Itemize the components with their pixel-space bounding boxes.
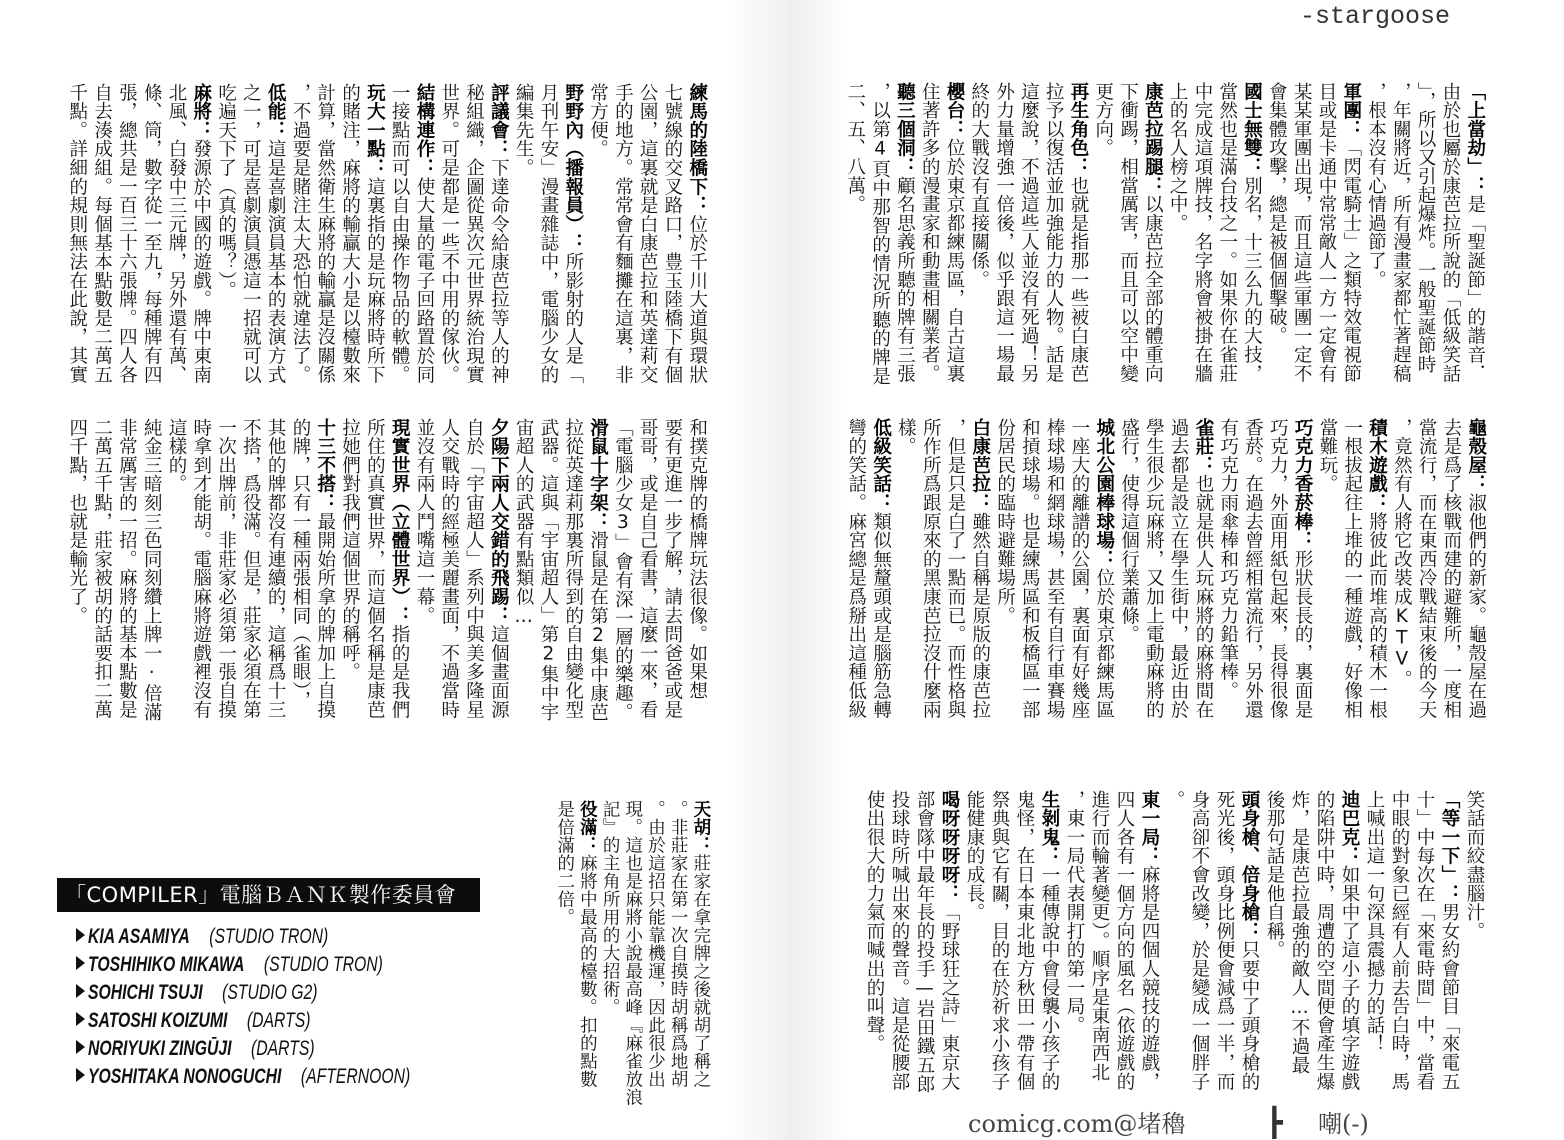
glossary-column: 當流行，而在東西冷戰結束後的今天: [1416, 418, 1438, 719]
glossary-term: 生剝鬼：: [1039, 790, 1060, 866]
glossary-term: 龜殼屋：: [1465, 418, 1487, 494]
glossary-column: 天胡：莊家在拿完牌之後就胡了稱之: [690, 800, 711, 1088]
glossary-column: 雀莊：也就是供人玩麻將的麻將間在: [1192, 418, 1214, 719]
glossary-column: 一次出牌前，非莊家必須第一張自摸: [215, 418, 237, 719]
footer-chapter-label: 嘲(-): [1318, 1110, 1369, 1138]
glossary-column: 現。這也是麻將小說最高峰『麻雀放浪: [622, 800, 643, 1106]
arrow-bullet-icon: [76, 1040, 85, 1054]
glossary-column: 拉從英達莉那裏所得到的自由變化型: [562, 418, 584, 719]
glossary-term: 聽三個洞：: [894, 82, 916, 176]
glossary-column: 上的名人榜之中。: [1167, 82, 1189, 233]
credits-list: [76, 923, 496, 1091]
glossary-term: 玩大一點：: [364, 83, 386, 177]
glossary-column: 彎的笑話。麻宮總是爲掰出這種低級: [845, 418, 867, 719]
glossary-term: 東一局：: [1139, 790, 1160, 866]
glossary-column: 非常厲害的一招。麻將的基本點數是: [116, 418, 138, 719]
glossary-column: 」，所以又引起爆炸。一般聖誕節時: [1415, 82, 1437, 374]
member-name: SATOSHI KOIZUMI: [88, 1009, 228, 1032]
glossary-column: ，竟然有人將它改裝成KTV。: [1391, 418, 1413, 689]
glossary-column: 練馬的陸橋下：位於千川大道與環狀: [686, 83, 708, 384]
glossary-term: 國士無雙：: [1241, 82, 1263, 176]
glossary-column: 現實世界（立體世界）：指的是我們: [389, 418, 411, 719]
glossary-column: 櫻台：位於東京都練馬區，自古這裏: [943, 82, 965, 383]
glossary-column: 拉她們對我們這個世界的稱呼。: [339, 418, 361, 682]
glossary-column: 之一，可是喜劇演員憑這一招就可以: [240, 83, 262, 384]
right-page-bottom-glossary: [862, 790, 1487, 1102]
glossary-column: 自於「宇宙超人」系列中與美多隆星: [463, 418, 485, 719]
glossary-column: 低能：這是喜劇演員基本的表演方式: [265, 83, 287, 384]
member-studio: (AFTERNOON): [300, 1065, 411, 1088]
footer-source-watermark: comicg.com@堵穭: [968, 1110, 1186, 1138]
glossary-column: 評議會：下達命令給康芭拉等人的神: [488, 83, 510, 384]
glossary-column: 玩大一點：這裏指的是玩麻將時所下: [364, 83, 386, 384]
glossary-term: 雀莊：: [1192, 418, 1214, 475]
glossary-term: 頭身槍、倍身槍：: [1239, 790, 1260, 941]
glossary-column: 拉予以復活並加強能力的人物。話是: [1043, 82, 1065, 383]
glossary-column: 份居民的臨時避難場所。: [994, 418, 1016, 625]
glossary-column: 積木遊戲：將彼此而堆高的積木一根: [1366, 418, 1388, 719]
glossary-column: 這麼說，不過這些人並沒有死過！另: [1018, 82, 1040, 383]
glossary-column: 所住的真實世界，而這個名稱是康芭: [364, 418, 386, 719]
glossary-column: 所作所爲跟原來的黑康芭拉沒什麼兩: [920, 418, 942, 719]
arrow-bullet-icon: [76, 1012, 85, 1026]
glossary-column: 進行而輪著變更）。順序是東南西北: [1089, 790, 1110, 1082]
glossary-column: 吃遍天下了（真的嗎？）。: [215, 83, 237, 300]
glossary-column: 四千點，也就是輸光了。: [66, 418, 88, 625]
glossary-column: 再生角色：也就是指那一些被白康芭: [1067, 82, 1089, 383]
glossary-column: 中完成這項牌技，名字將會被掛在牆: [1191, 82, 1213, 383]
glossary-column: 手的地方。常常會有麵攤在這裏，非: [612, 83, 634, 384]
glossary-column: 「上當劫」：是「聖誕節」的諧音．: [1464, 82, 1486, 383]
glossary-column: 要有更進一步了解，請去問爸爸或是: [661, 418, 683, 719]
glossary-column: 去是爲了核戰而建的避難所，一度相: [1440, 418, 1462, 719]
glossary-column: 的賭注，麻將的輸贏大小是以檯數來: [339, 83, 361, 384]
glossary-column: 一座大的離譜的公園，裏面有好幾座: [1068, 418, 1090, 719]
glossary-term: 積木遊戲：: [1366, 418, 1388, 512]
glossary-column: 自去湊成組。每個基本點數是二萬五: [91, 83, 113, 384]
glossary-column: 巧克力，外面用紙包起來，長得很像: [1267, 418, 1289, 719]
member-studio: (DARTS): [251, 1037, 315, 1060]
credit-member: [76, 923, 391, 951]
glossary-column: 滑鼠十字架：滑鼠是在第2集中康芭: [587, 418, 609, 722]
left-page-top-glossary: [64, 83, 709, 395]
glossary-column: 聽三個洞：顧名思義所聽的牌有三張: [894, 82, 916, 383]
glossary-column: 編集先生。: [513, 83, 535, 177]
glossary-term: 喝呀呀呀呀：: [939, 790, 960, 903]
glossary-column: 香菸。在過去曾經相當流行，另外還: [1242, 418, 1264, 719]
glossary-column: 使出很大的力氣而喊出的叫聲。: [864, 790, 885, 1054]
glossary-column: ，年關將近，所有漫畫家都忙著趕稿: [1390, 82, 1412, 383]
glossary-column: 張，總共是一百三十六張牌。四人各: [116, 83, 138, 384]
member-studio: (STUDIO TRON): [209, 925, 329, 948]
glossary-column: 目或是卡通中常常敵人一方一定會有: [1315, 82, 1337, 383]
credits-title-bar: 「COMPILER」電腦ＢＡＮＫ製作委員會: [57, 878, 480, 912]
glossary-column: ，但是只是白了一點而已。而性格與: [944, 418, 966, 719]
glossary-term: 櫻台：: [943, 82, 965, 139]
glossary-column: 十三不搭：最開始所拿的牌加上自摸: [314, 418, 336, 719]
glossary-column: 過去都是設立在學生街中，最近由於: [1168, 418, 1190, 719]
left-page-bottom-glossary: [553, 800, 712, 1110]
glossary-column: ，以第4頁中那智的情況所聽的牌是: [869, 82, 891, 386]
footer-page-mark: ┣: [1266, 1106, 1283, 1139]
glossary-column: 的陷阱中時，周遭的空間便會產生爆: [1314, 790, 1335, 1091]
glossary-term: 康芭拉踢腿：: [1142, 82, 1164, 195]
glossary-term: 白康芭拉：: [969, 418, 991, 512]
glossary-column: 武器。這與「宇宙超人」第2集中宇: [537, 418, 559, 722]
page-gutter-shadow: [725, 0, 845, 1140]
glossary-column: 哥哥，或是自己看書，這麼一來，看: [637, 418, 659, 719]
glossary-column: 計算，當然衛生麻將的輸贏是沒關係: [314, 83, 336, 384]
glossary-column: 中眼的對象已經有人前去告白時，馬: [1389, 790, 1410, 1091]
glossary-column: 記』的主角所用的大招術。: [600, 800, 621, 1016]
glossary-column: 一接點而可以自由操作物品的軟體。: [389, 83, 411, 384]
credit-member: [76, 1063, 411, 1091]
glossary-term: 野野內（播報員）：: [562, 83, 584, 253]
member-name: TOSHIHIKO MIKAWA: [88, 953, 245, 976]
glossary-column: 死光後，頭身比例便會減爲一半，而: [1214, 790, 1235, 1091]
glossary-column: 喝呀呀呀呀：「野球狂之詩」東京大: [939, 790, 960, 1091]
glossary-column: 和撲克牌的橋牌玩法很像。如果想: [686, 418, 708, 700]
glossary-column: 當難玩。: [1316, 418, 1338, 494]
glossary-column: 白康芭拉：雖然自稱是原版的康芭拉: [969, 418, 991, 719]
glossary-column: 時拿到才能胡。電腦麻將遊戲裡沒有: [190, 418, 212, 719]
glossary-column: 其他的牌都沒有連續的，這稱爲十三: [265, 418, 287, 719]
glossary-term: 現實世界（立體世界）：: [389, 418, 411, 625]
glossary-column: ，東一局代表開打的第一局。: [1064, 790, 1085, 1035]
glossary-column: 終的大戰沒有直接關係。: [968, 82, 990, 289]
glossary-column: 身高卻不會改變，於是變成一個胖子: [1189, 790, 1210, 1091]
glossary-term: 評議會：: [488, 83, 510, 159]
glossary-column: 軍團：「閃電騎士」之類特效電視節: [1340, 82, 1362, 383]
glossary-column: 野野內（播報員）：所影射的人是「: [562, 83, 584, 384]
glossary-column: ，不過要是賭注太大恐怕就違法了。: [289, 83, 311, 384]
glossary-column: 炸，是康芭拉最強的敵人…不過最: [1289, 790, 1310, 1075]
credit-member: [76, 1007, 391, 1035]
glossary-term: 軍團：: [1340, 82, 1362, 139]
glossary-term: 滑鼠十字架：: [587, 418, 609, 531]
glossary-column: 棒球場和網球場，甚至有自行車賽場: [1044, 418, 1066, 719]
glossary-column: 「等一下」：男女約會節目「來電五: [1439, 790, 1460, 1091]
glossary-column: 秘組織，企圖從異次元世界統治現實: [463, 83, 485, 384]
member-name: NORIYUKI ZINGŪJI: [88, 1037, 232, 1060]
glossary-column: 公園，這裏就是白康芭拉和英達莉交: [637, 83, 659, 384]
glossary-column: 能健康的成長。: [964, 790, 985, 922]
right-page-middle-glossary: [843, 418, 1488, 730]
glossary-column: 麻將：發源於中國的遊戲。牌中東南: [190, 83, 212, 384]
glossary-column: 世界。可是都是一些不中用的傢伙。: [438, 83, 460, 384]
glossary-term: 役滿：: [577, 800, 598, 854]
glossary-column: 二、五、八萬。: [844, 82, 866, 214]
arrow-bullet-icon: [76, 928, 85, 942]
glossary-column: 上喊出這一句深具震撼力的話！: [1364, 790, 1385, 1054]
left-page-middle-glossary: [64, 418, 709, 730]
glossary-column: 一根拔起往上堆的一種遊戲，好像相: [1341, 418, 1363, 719]
right-page-top-glossary: [842, 82, 1487, 394]
arrow-bullet-icon: [76, 984, 85, 998]
glossary-column: 十」中每次在「來電時間」中，當看: [1414, 790, 1435, 1091]
glossary-term: 結構連作：: [413, 83, 435, 177]
glossary-column: 北風、白發中三元牌，另外還有萬、: [165, 83, 187, 384]
glossary-column: 的牌，只有一種兩張相同（雀眼），: [289, 418, 311, 710]
glossary-column: 龜殼屋：淑他們的新家。龜殼屋在過: [1465, 418, 1487, 719]
glossary-column: 巧克力香菸棒：形狀長長的，裏面是: [1292, 418, 1314, 719]
glossary-column: 盛行，使得這個行業蕭條。: [1118, 418, 1140, 644]
glossary-column: 東一局：麻將是四個人競技的遊戲，: [1139, 790, 1160, 1091]
glossary-term: 十三不搭：: [314, 418, 336, 512]
credit-member: [76, 979, 391, 1007]
glossary-column: 月刊午安」漫畫雜誌中，電腦少女的: [537, 83, 559, 384]
glossary-column: 四人各有一個方向的風名（依遊戲的: [1114, 790, 1135, 1091]
glossary-column: 頭身槍、倍身槍：只要中了頭身槍的: [1239, 790, 1260, 1091]
glossary-column: 迪巴克：如果中了這小子的填字遊戲: [1339, 790, 1360, 1091]
glossary-column: 下衝踢，相當厲害，而且可以空中變: [1117, 82, 1139, 383]
arrow-bullet-icon: [76, 956, 85, 970]
glossary-column: 役滿：麻將中最高的檯數。扣的點數: [577, 800, 598, 1088]
member-name: YOSHITAKA NONOGUCHI: [88, 1065, 282, 1088]
glossary-column: 。: [1164, 790, 1185, 809]
glossary-column: 鬼怪，在日本東北地方秋田一帶有個: [1014, 790, 1035, 1091]
member-name: SOHICHI TSUJI: [88, 981, 203, 1004]
scanner-signature: -stargoose: [1300, 2, 1451, 31]
glossary-column: 生剝鬼：一種傳說中會侵襲小孩子的: [1039, 790, 1060, 1091]
glossary-term: 練馬的陸橋下：: [686, 83, 708, 215]
glossary-column: 國士無雙：別名，十三么九的大技，: [1241, 82, 1263, 383]
glossary-term: 「上當劫」：: [1464, 82, 1486, 195]
glossary-column: 條、筒，數字從一至九，每種牌有四: [141, 83, 163, 384]
glossary-column: 更方向。: [1092, 82, 1114, 158]
glossary-column: 會集體攻擊，總是被個個擊破。: [1266, 82, 1288, 346]
glossary-column: 外力量增強一倍後，似乎跟這一場最: [993, 82, 1015, 383]
glossary-column: 並沒有兩人鬥嘴這一幕。: [413, 418, 435, 625]
glossary-term: 低級笑話：: [870, 418, 892, 512]
member-name: KIA ASAMIYA: [88, 925, 190, 948]
glossary-column: 住著許多的漫畫家和動畫相關業者。: [919, 82, 941, 383]
glossary-column: 。由於這招只能靠機運，因此很少出: [645, 800, 666, 1088]
member-studio: (STUDIO G2): [222, 981, 318, 1004]
glossary-column: 投球時所喊出來的聲音。這是從腰部: [889, 790, 910, 1091]
glossary-term: 麻將：: [190, 83, 212, 140]
glossary-column: 祭典與它有關，目的在於祈求小孩子: [989, 790, 1010, 1091]
glossary-column: 城北公園棒球場：位於東京都練馬區: [1093, 418, 1115, 719]
glossary-column: 康芭拉踢腿：以康芭拉全部的體重向: [1142, 82, 1164, 383]
glossary-column: 。非莊家在第一次自摸時胡稱爲地胡: [668, 800, 689, 1088]
glossary-column: 人交戰時的經極美麗畫面，不過當時: [438, 418, 460, 719]
credit-member: [76, 1035, 391, 1063]
glossary-term: 夕陽下兩人交錯的飛踢：: [488, 418, 510, 625]
glossary-term: 巧克力香菸棒：: [1292, 418, 1314, 550]
glossary-column: 當然也是滿台技之一。如果你在雀莊: [1216, 82, 1238, 383]
glossary-column: 和摃球場。也是練馬區和板橋區一部: [1019, 418, 1041, 719]
glossary-column: 某某軍團出現，而且這些軍團一定不: [1291, 82, 1313, 383]
member-studio: (STUDIO TRON): [263, 953, 383, 976]
glossary-term: 低能：: [265, 83, 287, 140]
glossary-column: 夕陽下兩人交錯的飛踢：這個畫面源: [488, 418, 510, 719]
member-studio: (DARTS): [246, 1009, 311, 1032]
glossary-column: 笑話而絞盡腦汁。: [1464, 790, 1485, 941]
glossary-column: ，根本沒有心情過節了。: [1365, 82, 1387, 289]
glossary-column: 由於也屬於康芭拉所說的「低級笑話: [1439, 82, 1461, 383]
credit-member: [76, 951, 391, 979]
glossary-term: 迪巴克：: [1339, 790, 1360, 866]
glossary-column: 學生很少玩麻將，又加上電動麻將的: [1143, 418, 1165, 719]
glossary-column: 七號線的交叉路口，豊玉陸橋下有個: [661, 83, 683, 384]
glossary-column: 後那句話是他自稱。: [1264, 790, 1285, 960]
glossary-column: 千點。詳細的規則無法在此說，其實: [66, 83, 88, 384]
glossary-column: 宙超人的武器有點類似…: [513, 418, 535, 628]
glossary-column: 樣。: [895, 418, 917, 456]
glossary-column: 結構連作：使大量的電子回路置於同: [413, 83, 435, 384]
glossary-column: 常方便。: [587, 83, 609, 159]
glossary-column: 是倍滿的二倍。: [554, 800, 575, 926]
glossary-column: 這樣的。: [165, 418, 187, 494]
glossary-column: 二萬五千點，莊家被胡的話要扣二萬: [91, 418, 113, 719]
arrow-bullet-icon: [76, 1068, 85, 1082]
glossary-column: 低級笑話：類似無釐頭或是腦筋急轉: [870, 418, 892, 719]
glossary-term: 天胡：: [690, 800, 711, 854]
glossary-column: 「電腦少女3」會有深一層的樂趣。: [612, 418, 634, 722]
glossary-term: 再生角色：: [1067, 82, 1089, 176]
glossary-term: 城北公園棒球場：: [1093, 418, 1115, 569]
glossary-column: 不搭，爲役滿。但是，莊家必須在第: [240, 418, 262, 719]
glossary-term: 「等一下」：: [1439, 790, 1460, 903]
glossary-column: 部會隊中最年長的投手—岩田鐵五郎: [914, 790, 935, 1094]
glossary-column: 純金三暗刻三色同刻纘上牌一‧倍滿: [141, 418, 163, 722]
glossary-column: 有巧克力雨傘棒和巧克力鉛筆棒。: [1217, 418, 1239, 700]
